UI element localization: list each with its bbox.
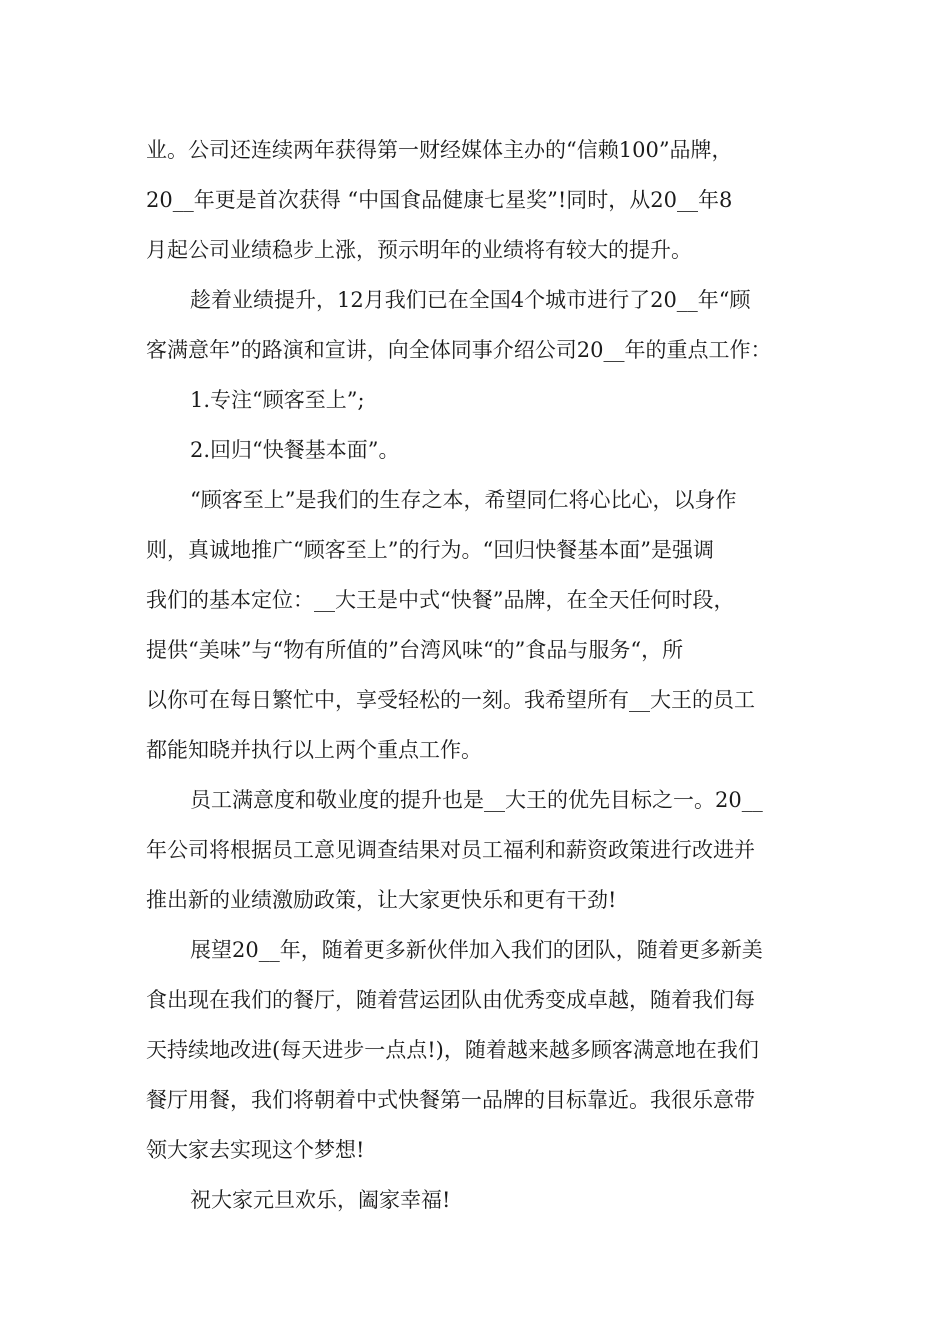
document-body [146, 125, 806, 1225]
text-line: 天持续地改进(每天进步一点点!)，随着越来越多顾客满意地在我们 [146, 1038, 759, 1062]
text-line: 月起公司业绩稳步上涨，预示明年的业绩将有较大的提升。 [146, 238, 692, 262]
text-line: 以你可在每日繁忙中，享受轻松的一刻。我希望所有__大王的员工 [146, 688, 755, 712]
text-line: 都能知晓并执行以上两个重点工作。 [146, 738, 482, 762]
text-line: 餐厅用餐，我们将朝着中式快餐第一品牌的目标靠近。我很乐意带 [146, 1088, 755, 1112]
text-line: 我们的基本定位：__大王是中式“快餐”品牌，在全天任何时段， [146, 588, 735, 612]
text-line: 20__年更是首次获得 “中国食品健康七星奖”!同时，从20__年8 [146, 188, 733, 212]
list-item-2: 2.回归“快餐基本面”。 [190, 438, 400, 462]
text-line: 客满意年”的路演和宣讲，向全体同事介绍公司20__年的重点工作： [146, 338, 772, 362]
paragraph-first-line: 趁着业绩提升，12月我们已在全国4个城市进行了20__年“顾 [190, 288, 751, 312]
paragraph-first-line: “顾客至上”是我们的生存之本，希望同仁将心比心，以身作 [190, 488, 737, 512]
list-item-1: 1.专注“顾客至上”; [190, 388, 365, 412]
text-line: 领大家去实现这个梦想! [146, 1138, 365, 1162]
text-line: 则，真诚地推广“顾客至上”的行为。“回归快餐基本面”是强调 [146, 538, 714, 562]
paragraph-first-line: 员工满意度和敬业度的提升也是__大王的优先目标之一。20__ [190, 788, 763, 812]
closing-line: 祝大家元旦欢乐，阖家幸福! [190, 1188, 451, 1212]
text-line: 推出新的业绩激励政策，让大家更快乐和更有干劲! [146, 888, 617, 912]
paragraph-first-line: 展望20__年，随着更多新伙伴加入我们的团队，随着更多新美 [190, 938, 763, 962]
text-line: 年公司将根据员工意见调查结果对员工福利和薪资政策进行改进并 [146, 838, 755, 862]
text-line: 提供“美味”与“物有所值的”台湾风味“的”食品与服务“，所 [146, 638, 684, 662]
text-line: 业。公司还连续两年获得第一财经媒体主办的“信赖100”品牌， [146, 138, 733, 162]
text-line: 食出现在我们的餐厅，随着营运团队由优秀变成卓越，随着我们每 [146, 988, 755, 1012]
